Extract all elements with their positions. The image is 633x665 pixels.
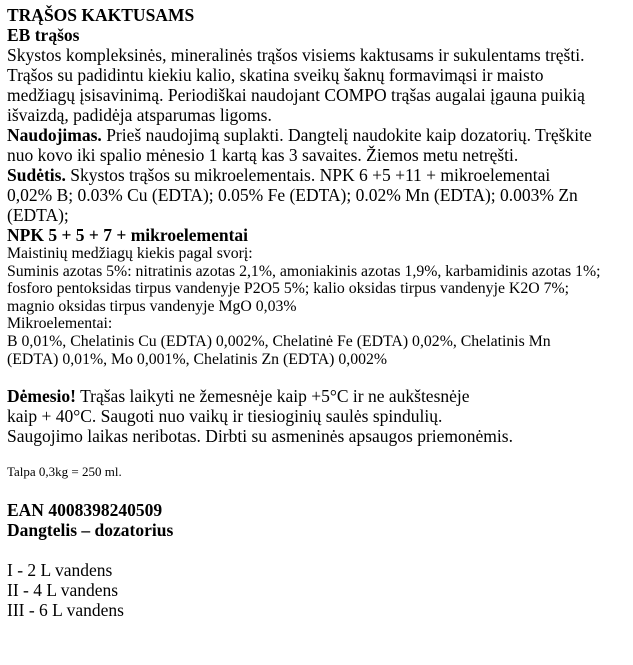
- npk-heading: NPK 5 + 5 + 7 + mikroelementai: [7, 225, 249, 245]
- cap-dose-item: I - 2 L vandens: [7, 560, 113, 581]
- cap-doses-list: [7, 560, 629, 620]
- composition-line: Sudėtis. Skystos trąšos su mikroelementais. NPK 6 +5 +11 + mikroelementai: [7, 165, 551, 185]
- composition-line: (EDTA);: [7, 205, 69, 225]
- cap-dose-item: II - 4 L vandens: [7, 580, 119, 601]
- label-document: [7, 5, 629, 620]
- warning-section: [7, 386, 629, 446]
- nutrients-section: [7, 245, 629, 368]
- nutrient-line: magnio oksidas tirpus vandenyje MgO 0,03%: [7, 297, 297, 315]
- nutrient-line: Suminis azotas 5%: nitratinis azotas 2,1%, amoniakinis azotas 1,9%, karbamidinis azotas 1%;: [7, 262, 601, 280]
- nutrient-line: (EDTA) 0,01%, Mo 0,001%, Chelatinis Zn (EDTA) 0,002%: [7, 350, 388, 368]
- usage-section: [7, 125, 629, 165]
- warning-label: Dėmesio!: [7, 386, 77, 407]
- usage-label: Naudojimas.: [7, 125, 102, 145]
- warning-line: kaip + 40°C. Saugoti nuo vaikų ir tiesioginių saulės spindulių.: [7, 406, 443, 427]
- composition-label: Sudėtis.: [7, 165, 66, 185]
- usage-line: Naudojimas. Prieš naudojimą suplakti. Dangtelį naudokite kaip dozatorių. Tręškite: [7, 125, 592, 145]
- composition-line: 0,02% B; 0.03% Cu (EDTA); 0.05% Fe (EDTA); 0.02% Mn (EDTA); 0.003% Zn: [7, 185, 578, 205]
- nutrient-line: Mikroelementai:: [7, 315, 113, 333]
- warning-line: Saugojimo laikas neribotas. Dirbti su asmeninės apsaugos priemonėmis.: [7, 426, 513, 447]
- intro-line: Skystos kompleksinės, mineralinės trąšos visiems kaktusams ir sukulentams tręšti.: [7, 45, 585, 65]
- usage-line: nuo kovo iki spalio mėnesio 1 kartą kas 3 savaites. Žiemos metu netręšti.: [7, 145, 519, 165]
- nutrient-line: Maistinių medžiagų kiekis pagal svorį:: [7, 245, 253, 262]
- ean-code: EAN 4008398240509: [7, 500, 163, 521]
- intro-line: medžiagų įsisavinimą. Periodiškai naudojant COMPO trąšas augalai įgauna puikią: [7, 85, 585, 105]
- composition-section: [7, 165, 629, 225]
- intro-line: išvaizdą, padidėja atsparumas ligoms.: [7, 105, 272, 125]
- intro-paragraph: [7, 45, 629, 125]
- document-subtitle: EB trąšos: [7, 25, 80, 45]
- nutrient-line: B 0,01%, Chelatinis Cu (EDTA) 0,002%, Chelatinė Fe (EDTA) 0,02%, Chelatinis Mn: [7, 332, 551, 350]
- warning-line: Dėmesio! Trąšas laikyti ne žemesnėje kaip +5°C ir ne aukštesnėje: [7, 386, 470, 407]
- cap-heading: Dangtelis – dozatorius: [7, 520, 174, 541]
- nutrient-line: fosforo pentoksidas tirpus vandenyje P2O5 5%; kalio oksidas tirpus vandenyje K2O 7%;: [7, 280, 570, 298]
- cap-dose-item: III - 6 L vandens: [7, 600, 124, 621]
- document-title: TRĄŠOS KAKTUSAMS: [7, 5, 195, 25]
- intro-line: Trąšos su padidintu kiekiu kalio, skatina sveikų šaknų formavimąsi ir maisto: [7, 65, 544, 85]
- volume-text: Talpa 0,3kg = 250 ml.: [7, 464, 122, 480]
